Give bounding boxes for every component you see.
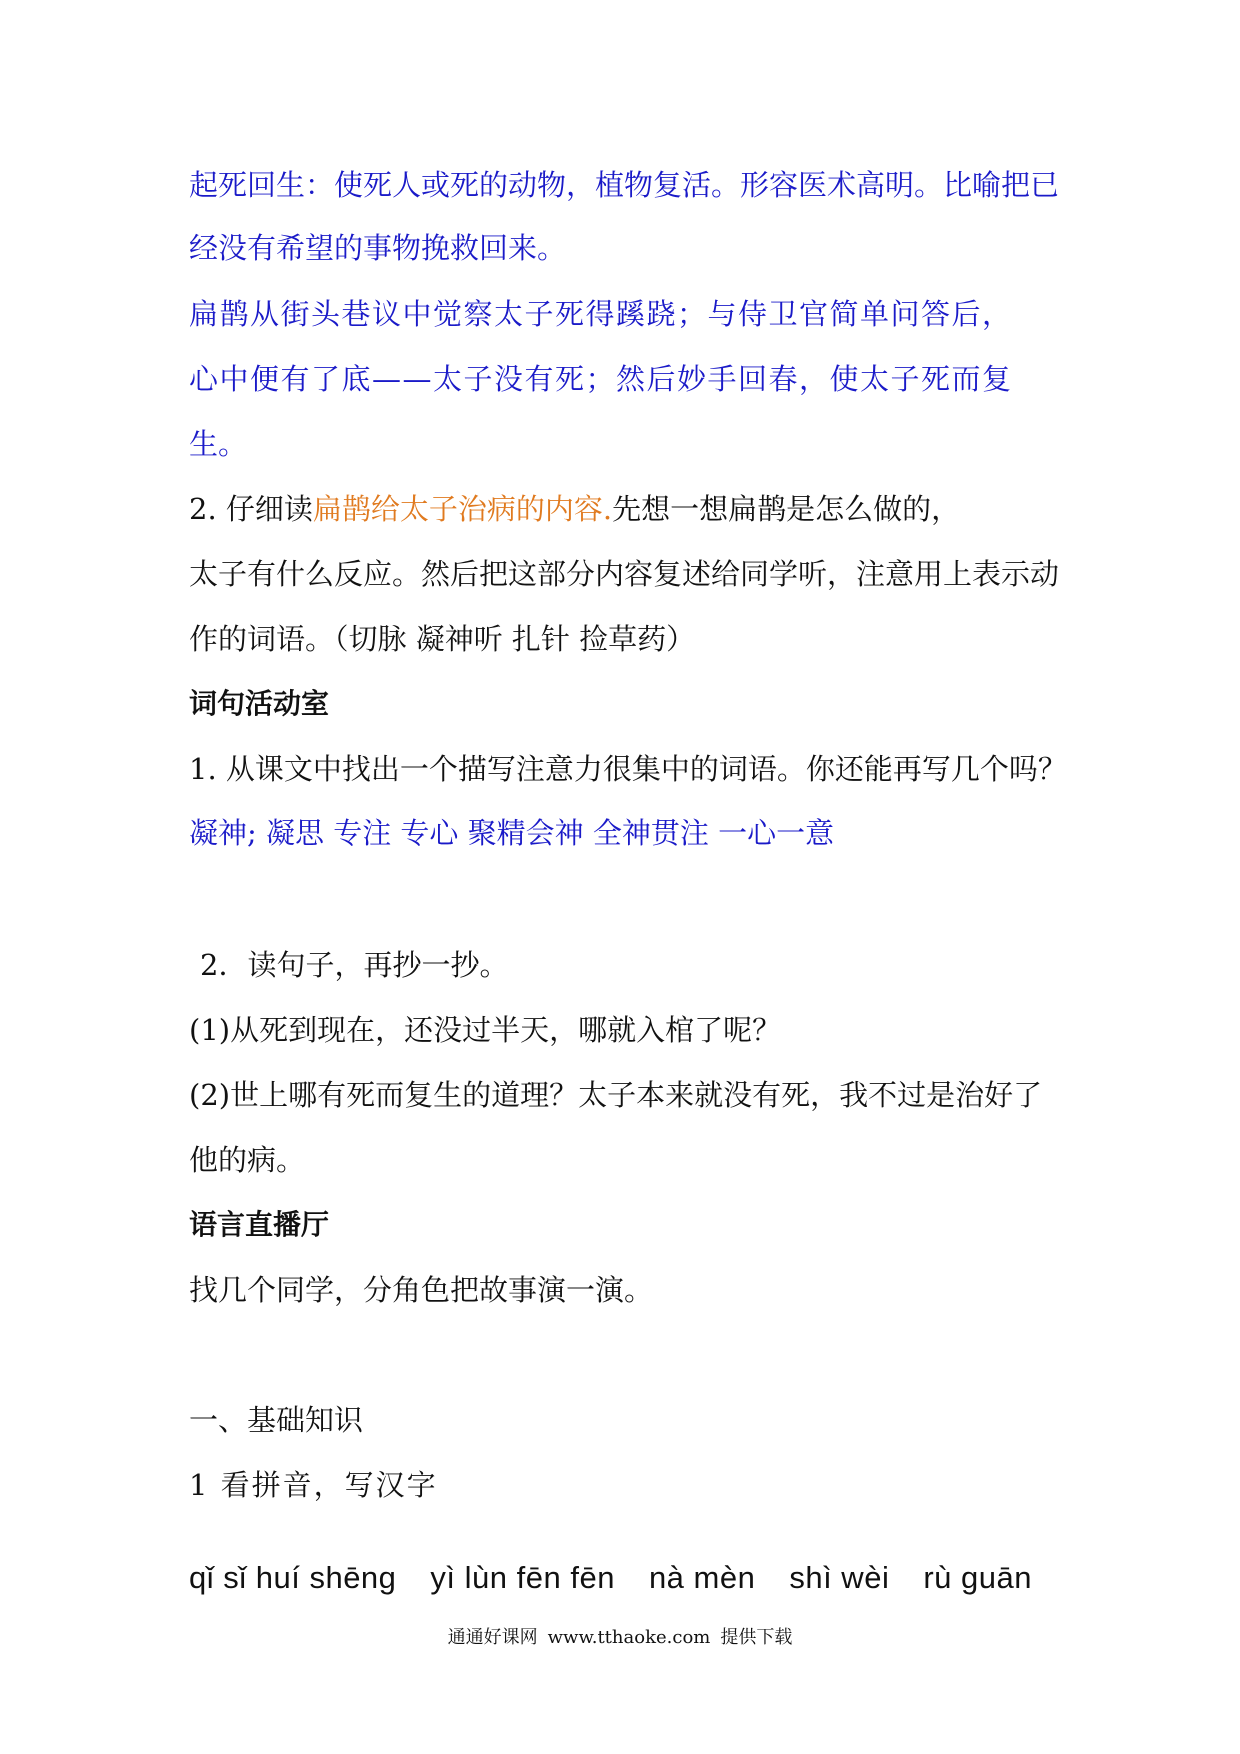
question-2-line-3: 作的词语。（切脉 凝神听 扎针 捡草药） [189, 622, 696, 656]
summary-line-3: 生。 [189, 427, 248, 461]
pinyin-row [189, 1558, 1066, 1598]
sentence-question-2: 2．读句子，再抄一抄。 [200, 948, 509, 982]
question-2-highlight: 扁鹊给太子治病的内容. [312, 492, 613, 526]
sentence-2-line-1: (2)世上哪有死而复生的道理？太子本来就没有死，我不过是治好了 [189, 1078, 1043, 1112]
basics-subheading: 1 看拼音，写汉字 [189, 1468, 438, 1502]
question-2-suffix: 先想一想扁鹊是怎么做的， [612, 492, 961, 526]
pinyin-item: shì wèi [789, 1560, 890, 1595]
question-2-prefix: 2. 仔细读 [189, 492, 313, 526]
footer-site: 通通好课网 [447, 1627, 538, 1648]
heading-word-activity: 词句活动室 [189, 687, 330, 720]
footer-url[interactable]: www.tthaoke.com [547, 1627, 711, 1648]
heading-language-hall: 语言直播厅 [189, 1208, 330, 1241]
definition-line-2: 经没有希望的事物挽救回来。 [189, 231, 567, 265]
pinyin-item: nà mèn [648, 1560, 756, 1595]
summary-line-1: 扁鹊从街头巷议中觉察太子死得蹊跷；与侍卫官简单问答后， [189, 297, 1013, 331]
pinyin-item: yì lùn fēn fēn [430, 1560, 615, 1595]
sentence-1: (1)从死到现在，还没过半天，哪就入棺了呢？ [189, 1013, 782, 1047]
question-2-line-1 [189, 489, 960, 529]
basics-heading: 一、基础知识 [189, 1403, 364, 1437]
pinyin-item: rù guān [923, 1560, 1032, 1595]
sentence-2-line-2: 他的病。 [189, 1143, 306, 1177]
definition-line-1: 起死回生：使死人或死的动物，植物复活。形容医术高明。比喻把已 [189, 168, 1060, 202]
page-footer [0, 1626, 1240, 1650]
word-question-1: 1. 从课文中找出一个描写注意力很集中的词语。你还能再写几个吗？ [189, 752, 1067, 786]
footer-note: 提供下载 [720, 1627, 793, 1648]
pinyin-item: qǐ sǐ huí shēng [189, 1560, 397, 1595]
summary-line-2: 心中便有了底——太子没有死；然后妙手回春，使太子死而复 [189, 362, 1013, 396]
language-task: 找几个同学，分角色把故事演一演。 [189, 1273, 654, 1307]
word-answer: 凝神; 凝思 专注 专心 聚精会神 全神贯注 一心一意 [189, 816, 835, 850]
question-2-line-2: 太子有什么反应。然后把这部分内容复述给同学听，注意用上表示动 [189, 557, 1060, 591]
